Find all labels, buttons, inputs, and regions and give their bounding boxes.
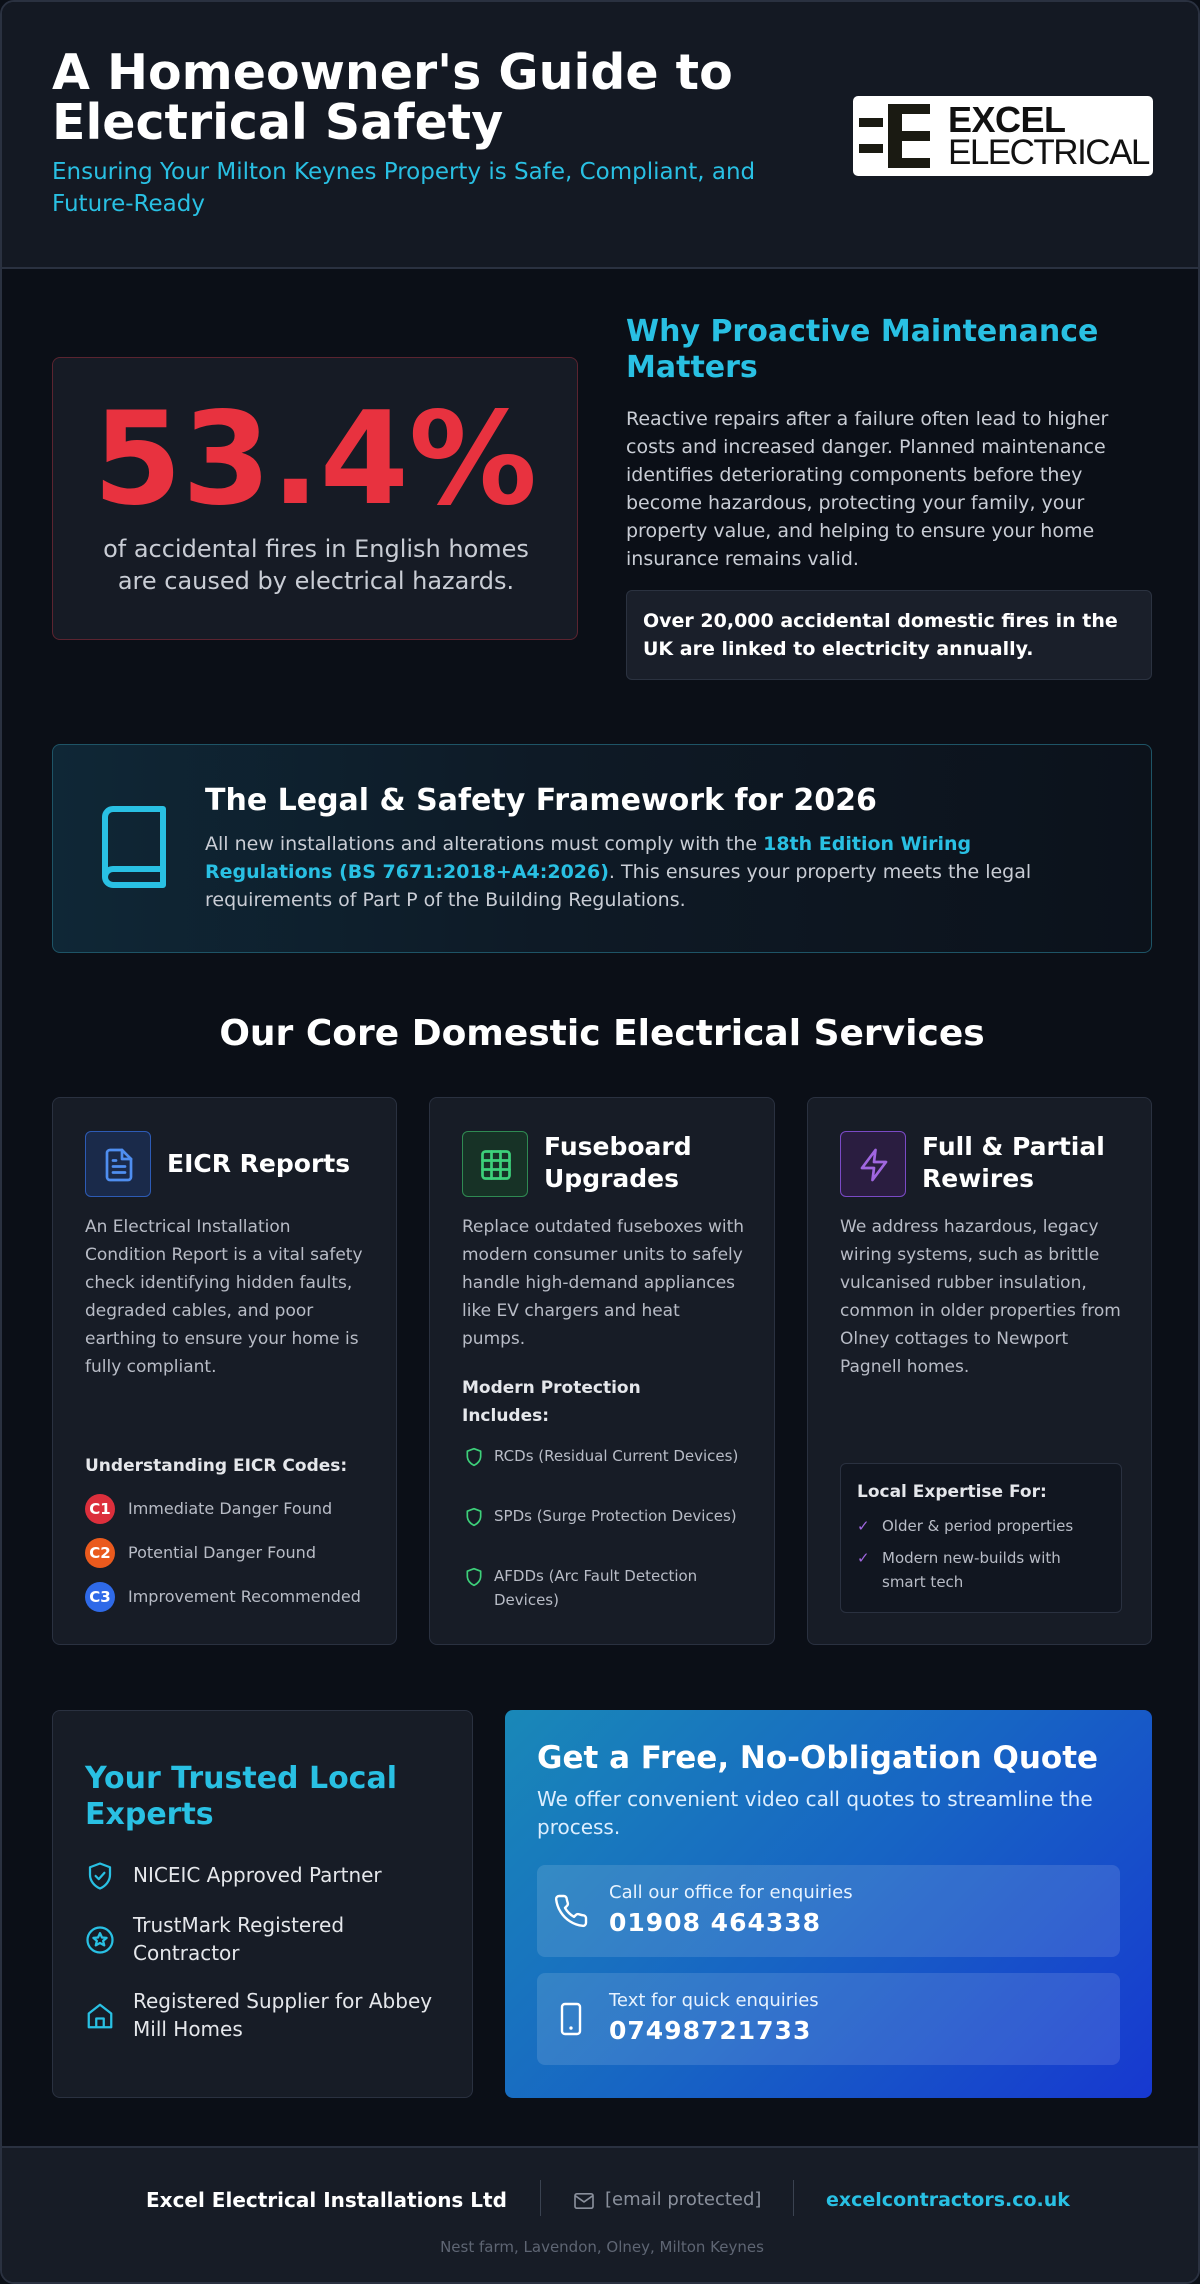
fuseboard-title: Fuseboard Upgrades [544,1132,692,1193]
why-body: Reactive repairs after a failure often lead to higher costs and increased danger. Planned maintenance identifies deteriorating components before they become hazardous, protecting your family, your property value, and helping to ensure your home insurance remains valid. [626,408,1109,570]
badge-star-icon [85,1925,115,1955]
phone-contact[interactable] [537,1865,1120,1957]
trust-label: TrustMark Registered Contractor [133,1913,345,1965]
mobile-icon [553,2001,589,2037]
footer [2,2146,1200,2284]
local-expertise-box [840,1463,1122,1613]
trust-label: NICEIC Approved Partner [133,1863,382,1887]
shield-icon [464,1446,484,1468]
trusted-title: Your Trusted Local Experts [85,1761,397,1832]
wiring-regulations-highlight: 18th Edition Wiring Regulations (BS 7671:2018+A4:2026) [205,833,972,883]
grid-icon [462,1131,528,1197]
shield-icon [464,1506,484,1528]
footer-website-link[interactable]: excelcontractors.co.uk [826,2189,1070,2211]
footer-company: Excel Electrical Installations Ltd [146,2188,507,2212]
logo-text-electrical: ELECTRICAL [948,133,1149,172]
phone-icon [553,1893,589,1929]
rewire-title: Full & Partial Rewires [922,1132,1105,1193]
local-expertise-label: Older & period properties [882,1517,1074,1535]
legal-title: The Legal & Safety Framework for 2026 [205,783,877,818]
legal-body [205,830,1105,914]
phone-number[interactable]: 01908 464338 [609,1908,822,1937]
eicr-card [52,1097,397,1645]
code-badge-c1: C1 [85,1494,115,1524]
code-label: Improvement Recommended [128,1587,361,1606]
footer-address: Nest farm, Lavendon, Olney, Milton Keynes [440,2238,764,2256]
eicr-body: An Electrical Installation Condition Report is a vital safety check identifying hidden faults, degraded cables, and poor earthing to ensure your home is fully compliant. [85,1217,363,1377]
shield-icon [464,1566,484,1588]
local-expertise-title: Local Expertise For: [857,1482,1047,1502]
check-icon: ✓ [857,1549,870,1567]
eicr-codes-title: Understanding EICR Codes: [85,1456,348,1476]
protection-title: Modern Protection Includes: [462,1378,641,1426]
trusted-experts-card [52,1710,473,2098]
fuseboard-card [429,1097,775,1645]
code-badge-c3: C3 [85,1582,115,1612]
book-icon [101,805,169,889]
why-callout: Over 20,000 accidental domestic fires in the UK are linked to electricity annually. [626,590,1152,680]
local-expertise-label: Modern new-builds with smart tech [882,1549,1061,1591]
logo-text-excel: EXCEL [948,99,1066,140]
eicr-title: EICR Reports [167,1149,351,1178]
logo-mark-icon [859,104,931,168]
header [2,2,1200,269]
fire-stat-card [52,357,578,640]
home-icon [85,2001,115,2031]
legal-framework-banner [52,744,1152,953]
shield-check-icon [85,1861,115,1891]
mobile-contact[interactable] [537,1973,1120,2065]
protection-label: AFDDs (Arc Fault Detection Devices) [494,1567,698,1609]
check-icon: ✓ [857,1517,870,1535]
rewire-card [807,1097,1152,1645]
why-heading: Why Proactive Maintenance Matters [626,314,1099,385]
rewire-body: We address hazardous, legacy wiring systems, such as brittle vulcanised rubber insulation, common in older properties from Olney cottages to Newport Pagnell homes. [840,1217,1121,1377]
code-label: Immediate Danger Found [128,1499,333,1518]
page-title: A Homeowner's Guide to Electrical Safety [52,44,733,151]
quote-panel [505,1710,1152,2098]
legal-body-text-end: . This ensures your property meets the legal requirements of Part P of the Building Regulations. [205,861,1032,911]
mobile-label: Text for quick enquiries [609,1990,819,2011]
legal-body-text: All new installations and alterations must comply with the [205,833,764,855]
code-badge-c2: C2 [85,1538,115,1568]
code-label: Potential Danger Found [128,1543,316,1562]
quote-title: Get a Free, No-Obligation Quote [537,1740,1099,1776]
company-logo [853,96,1153,176]
protection-label: RCDs (Residual Current Devices) [494,1447,739,1465]
lightning-icon [840,1131,906,1197]
mail-icon [573,2192,595,2210]
phone-label: Call our office for enquiries [609,1882,853,1903]
trust-label: Registered Supplier for Abbey Mill Homes [133,1989,433,2041]
footer-divider [793,2180,794,2216]
quote-subtitle: We offer convenient video call quotes to streamline the process. [537,1787,1093,1839]
footer-divider [540,2180,541,2216]
protection-label: SPDs (Surge Protection Devices) [494,1507,737,1525]
services-heading: Our Core Domestic Electrical Services [219,1013,985,1054]
fuseboard-body: Replace outdated fuseboxes with modern consumer units to safely handle high-demand appliances like EV chargers and heat pumps. [462,1217,745,1349]
document-icon [85,1131,151,1197]
mobile-number[interactable]: 07498721733 [609,2016,812,2045]
footer-email-text[interactable]: [email protected] [605,2189,762,2210]
page-subtitle: Ensuring Your Milton Keynes Property is Safe, Compliant, and Future-Ready [52,159,756,217]
stat-value: 53.4% [92,385,538,534]
stat-caption: of accidental fires in English homes are caused by electrical hazards. [103,535,529,595]
